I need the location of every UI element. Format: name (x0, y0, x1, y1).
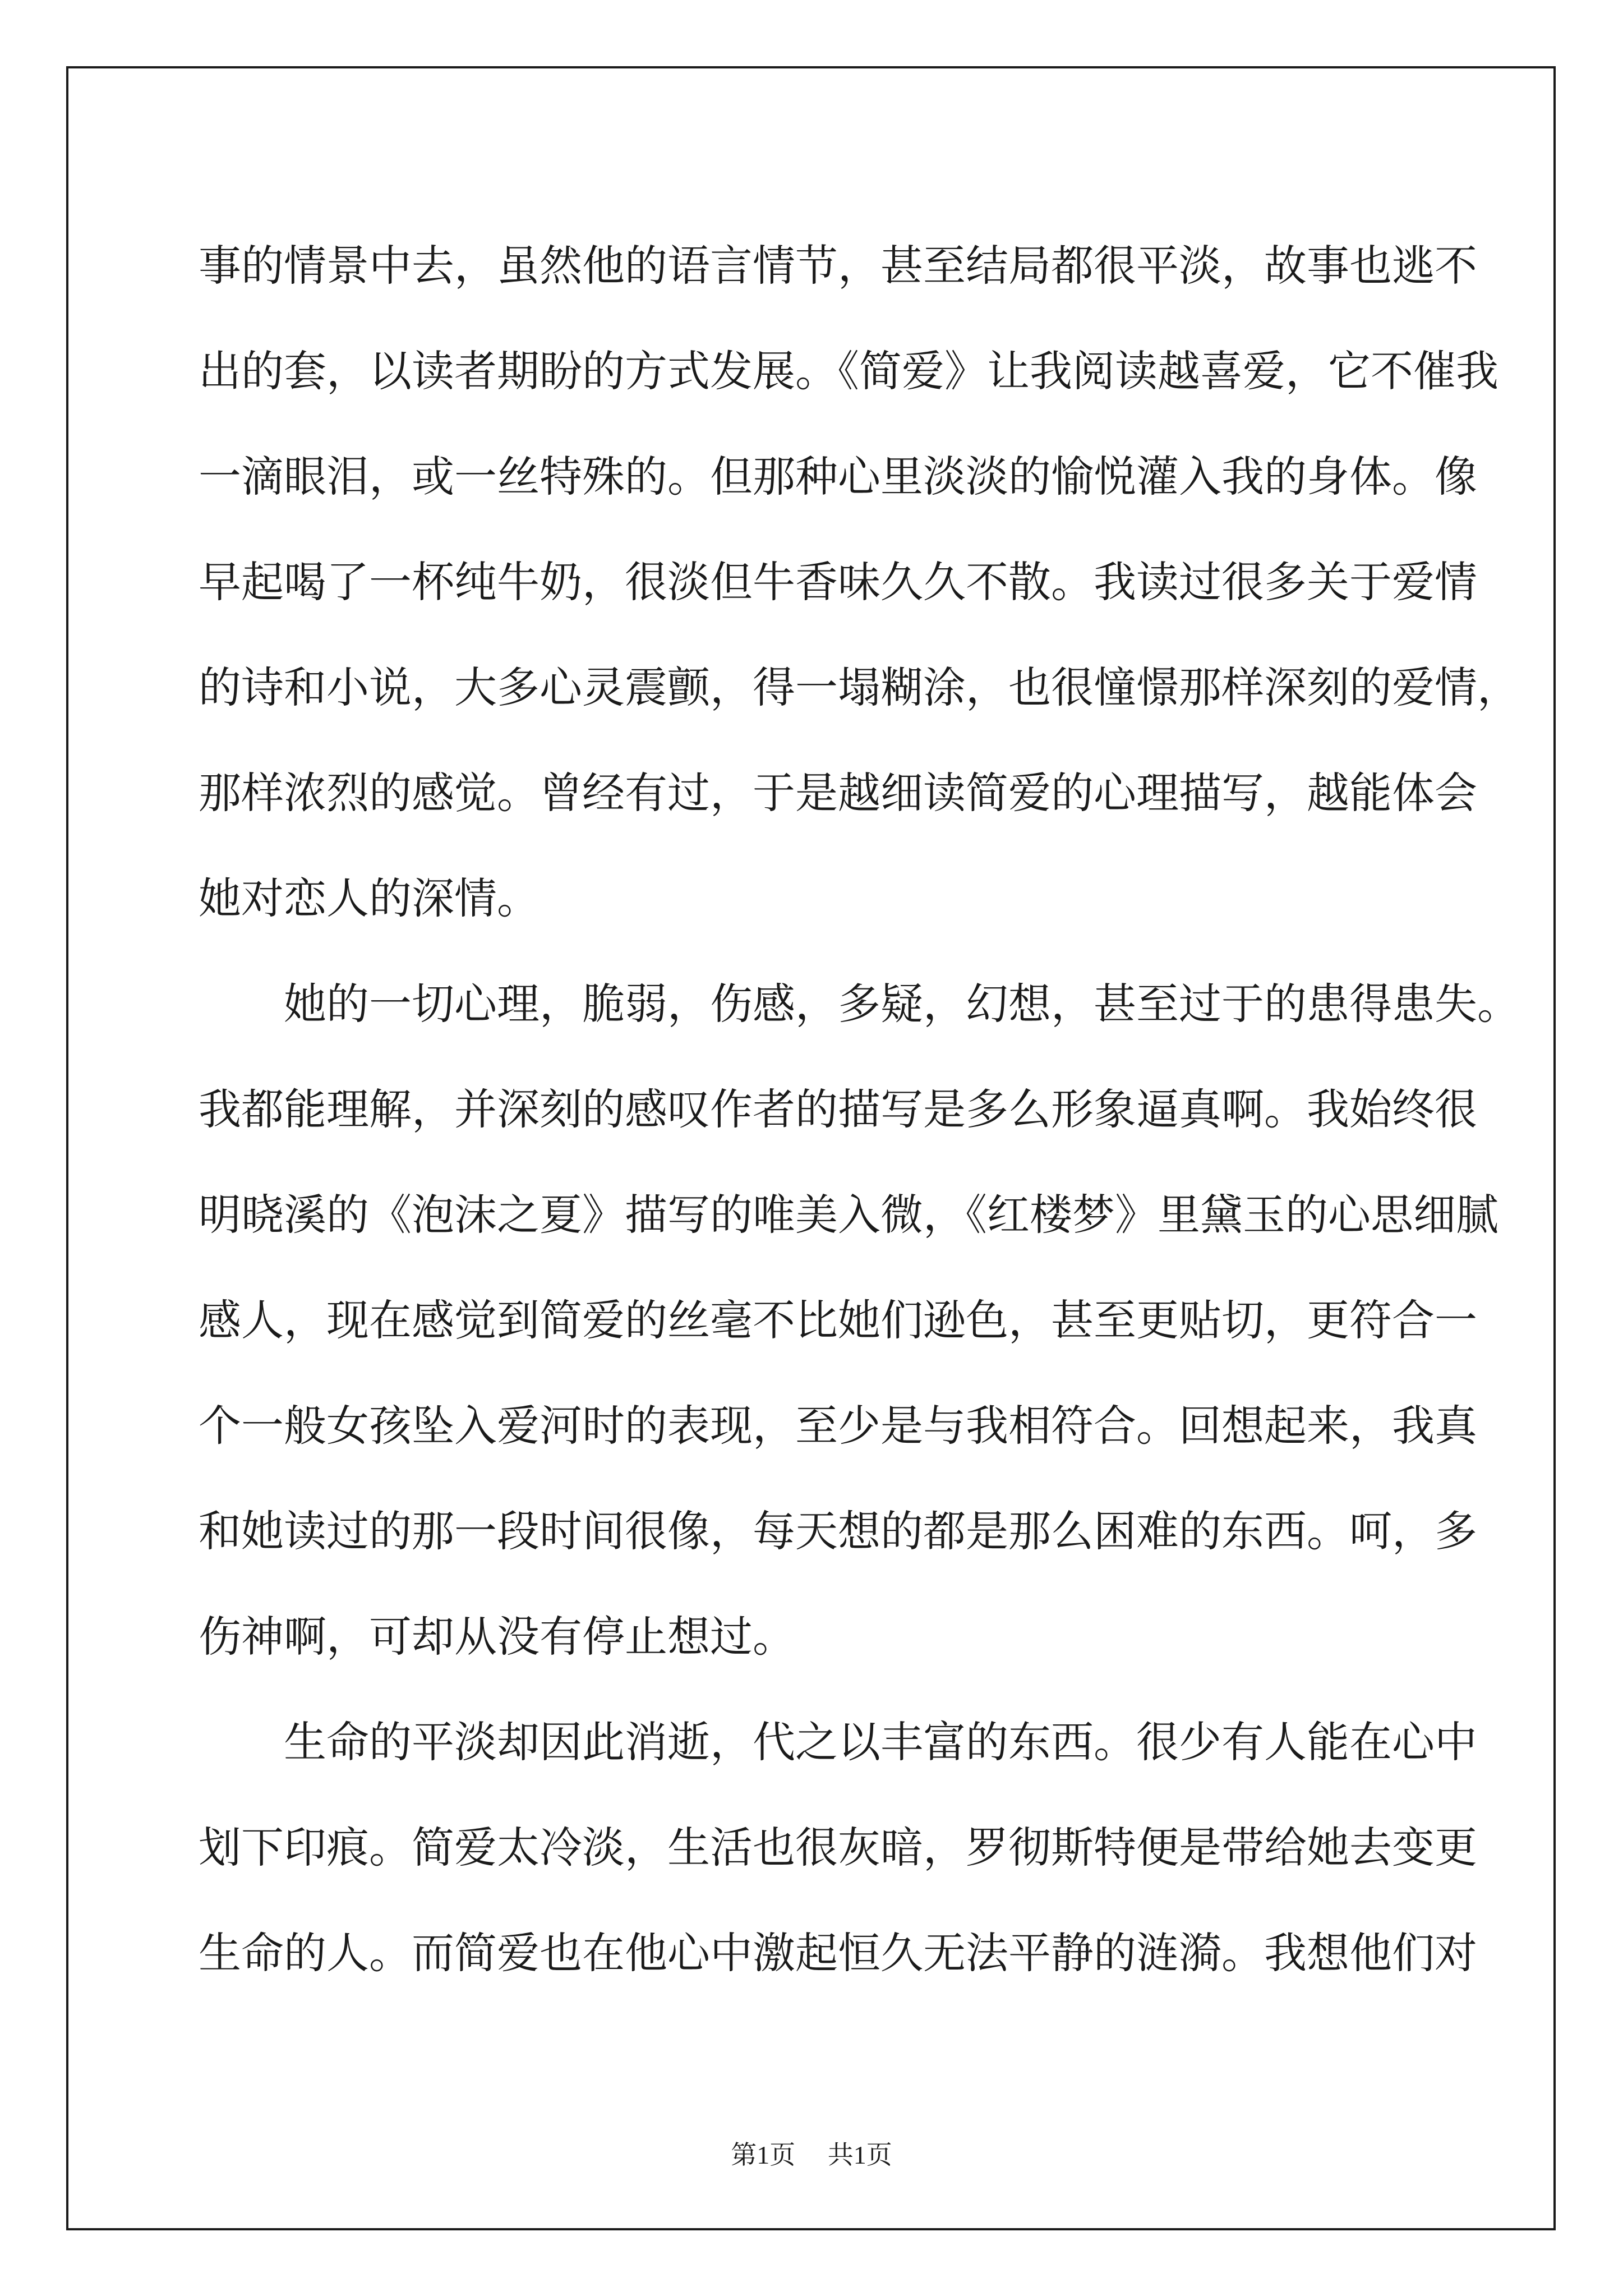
text-line: 伤神啊，可却从没有停止想过。 (199, 1612, 795, 1662)
text-line: 明晓溪的《泡沫之夏》描写的唯美入微，《红楼梦》里黛玉的心思细腻 (199, 1190, 1498, 1240)
text-line: 生命的人。而简爱也在他心中激起恒久无法平静的涟漪。我想他们对 (199, 1928, 1477, 1978)
page-number-current: 第1页 (731, 2141, 796, 2169)
page-footer (0, 2134, 1623, 2171)
text-line: 事的情景中去，虽然他的语言情节，甚至结局都很平淡，故事也逃不 (199, 241, 1477, 291)
text-line: 和她读过的那一段时间很像，每天想的都是那么困难的东西。呵，多 (199, 1506, 1477, 1556)
page-number-total: 共1页 (827, 2141, 892, 2169)
text-line: 早起喝了一杯纯牛奶，很淡但牛香味久久不散。我读过很多关于爱情 (199, 557, 1477, 607)
document-body (199, 213, 1520, 2006)
text-line: 一滴眼泪，或一丝特殊的。但那种心里淡淡的愉悦灌入我的身体。像 (199, 452, 1477, 501)
text-line: 那样浓烈的感觉。曾经有过，于是越细读简爱的心理描写，越能体会 (199, 768, 1477, 818)
text-line: 的诗和小说，大多心灵震颤，得一塌糊涂，也很憧憬那样深刻的爱情， (199, 662, 1520, 712)
text-line: 她的一切心理，脆弱，伤感，多疑，幻想，甚至过于的患得患失。 (284, 979, 1520, 1029)
text-line: 个一般女孩坠入爱河时的表现，至少是与我相符合。回想起来，我真 (199, 1401, 1477, 1451)
text-line: 划下印痕。简爱太冷淡，生活也很灰暗，罗彻斯特便是带给她去变更 (199, 1823, 1477, 1872)
text-line: 出的套，以读者期盼的方式发展。《简爱》让我阅读越喜爱，它不催我 (199, 346, 1498, 396)
text-line: 我都能理解，并深刻的感叹作者的描写是多么形象逼真啊。我始终很 (199, 1084, 1477, 1134)
text-line: 生命的平淡却因此消逝，代之以丰富的东西。很少有人能在心中 (284, 1717, 1477, 1767)
text-line: 感人，现在感觉到简爱的丝毫不比她们逊色，甚至更贴切，更符合一 (199, 1295, 1477, 1345)
text-line: 她对恋人的深情。 (199, 873, 540, 923)
